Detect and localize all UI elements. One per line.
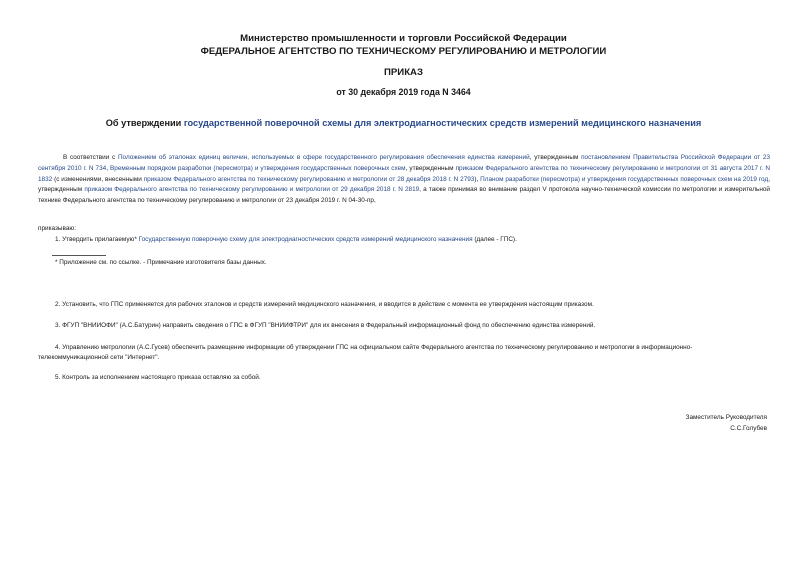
preamble-text: , утвержденным	[405, 164, 456, 172]
preamble-text: В соответствии с	[63, 154, 118, 161]
order-item-4-line1: 4. Управлению метрологии (А.С.Гусев) обеспечить размещение информации об утверждении ГПС на официальном сайте Федерального агентства по техническому регулированию и метрологии в информационно-	[55, 344, 693, 351]
order-item-2: 2. Установить, что ГПС применяется для рабочих эталонов и средств измерений медицинского назначения, и вводится в действие с момента ее утверждения настоящим приказом.	[55, 301, 594, 308]
preamble-link-regulation[interactable]: Положением об эталонах единиц величин, используемых в сфере государственного регулирования обеспечения единства измерений	[117, 154, 530, 161]
order-item-4-line2: телекоммуникационной сети "Интернет".	[38, 354, 160, 361]
ministry-name: Министерство промышленности и торговли Российской Федерации	[240, 33, 567, 44]
preamble-text: ,	[106, 164, 111, 172]
preamble-text: , утвержденным	[529, 154, 582, 161]
document-title	[0, 118, 807, 128]
order-item-1	[38, 235, 517, 246]
preamble-link-order-2819[interactable]: приказом Федерального агентства по техническому регулированию и метрологии от 29 декабря 2018 г. N 2819	[84, 186, 420, 194]
preamble-link-order-1832[interactable]: приказом Федерального агентства по техническому регулированию и метрологии от 31 августа 2017 г. N 1832	[38, 164, 770, 183]
item1-link[interactable]: Государственную поверочную схему для электродиагностических средств измерений медицинского назначения	[138, 236, 473, 243]
preamble-link-procedure[interactable]: Временным порядком разработки (пересмотра) и утверждения государственных поверочных схем	[110, 164, 406, 172]
orders-label: приказываю:	[38, 225, 76, 232]
title-prefix: Об утверждении	[105, 118, 184, 128]
preamble-link-plan[interactable]: Планом разработки (пересмотра) и утверждения государственных поверочных схем на 2019 год	[480, 175, 769, 183]
preamble-paragraph	[38, 153, 770, 207]
preamble-link-decree[interactable]: постановлением Правительства Российской Федерации от 23 сентября 2010 г. N 734	[38, 154, 771, 172]
order-item-3: 3. ФГУП "ВНИИОФИ" (А.С.Батурин) направить сведения о ГПС в ФГУП "ВНИИФТРИ" для их внесения в Федеральный информационный фонд по обеспечению единства измерений.	[55, 322, 596, 329]
agency-name: ФЕДЕРАЛЬНОЕ АГЕНТСТВО ПО ТЕХНИЧЕСКОМУ РЕГУЛИРОВАНИЮ И МЕТРОЛОГИИ	[200, 46, 607, 57]
order-item-5: 5. Контроль за исполнением настоящего приказа оставляю за собой.	[55, 374, 261, 381]
item1-text: 1. Утвердить прилагаемую*	[55, 236, 139, 243]
document-date: от 30 декабря 2019 года N 3464	[336, 87, 471, 97]
signature-name: С.С.Голубев	[730, 425, 767, 432]
preamble-link-order-2793[interactable]: приказом Федерального агентства по техническому регулированию и метрологии от 28 декабря 2018 г. N 2793	[143, 175, 475, 183]
item1-text-end: (далее - ГПС).	[472, 236, 517, 243]
preamble-text: , утвержденным	[38, 175, 770, 194]
preamble-text: , а также принимая во внимание раздел V протокола научно-технической комиссии по метрологии и измерительной технике Федерального агентства по техническому регулированию и метрологии от 23 декабря 2019 г. N 04-30-пр,	[38, 186, 770, 205]
signature-position: Заместитель Руководителя	[685, 414, 767, 421]
preamble-text: (с изменениями, внесенными	[52, 175, 144, 183]
document-type: ПРИКАЗ	[384, 67, 423, 78]
preamble-text: ),	[474, 175, 481, 183]
title-link[interactable]: государственной поверочной схемы для электродиагностических средств измерений медицинского назначения	[183, 118, 702, 128]
footnote-divider	[52, 255, 106, 256]
footnote: * Приложение см. по ссылке. - Примечание изготовителя базы данных.	[55, 259, 267, 266]
